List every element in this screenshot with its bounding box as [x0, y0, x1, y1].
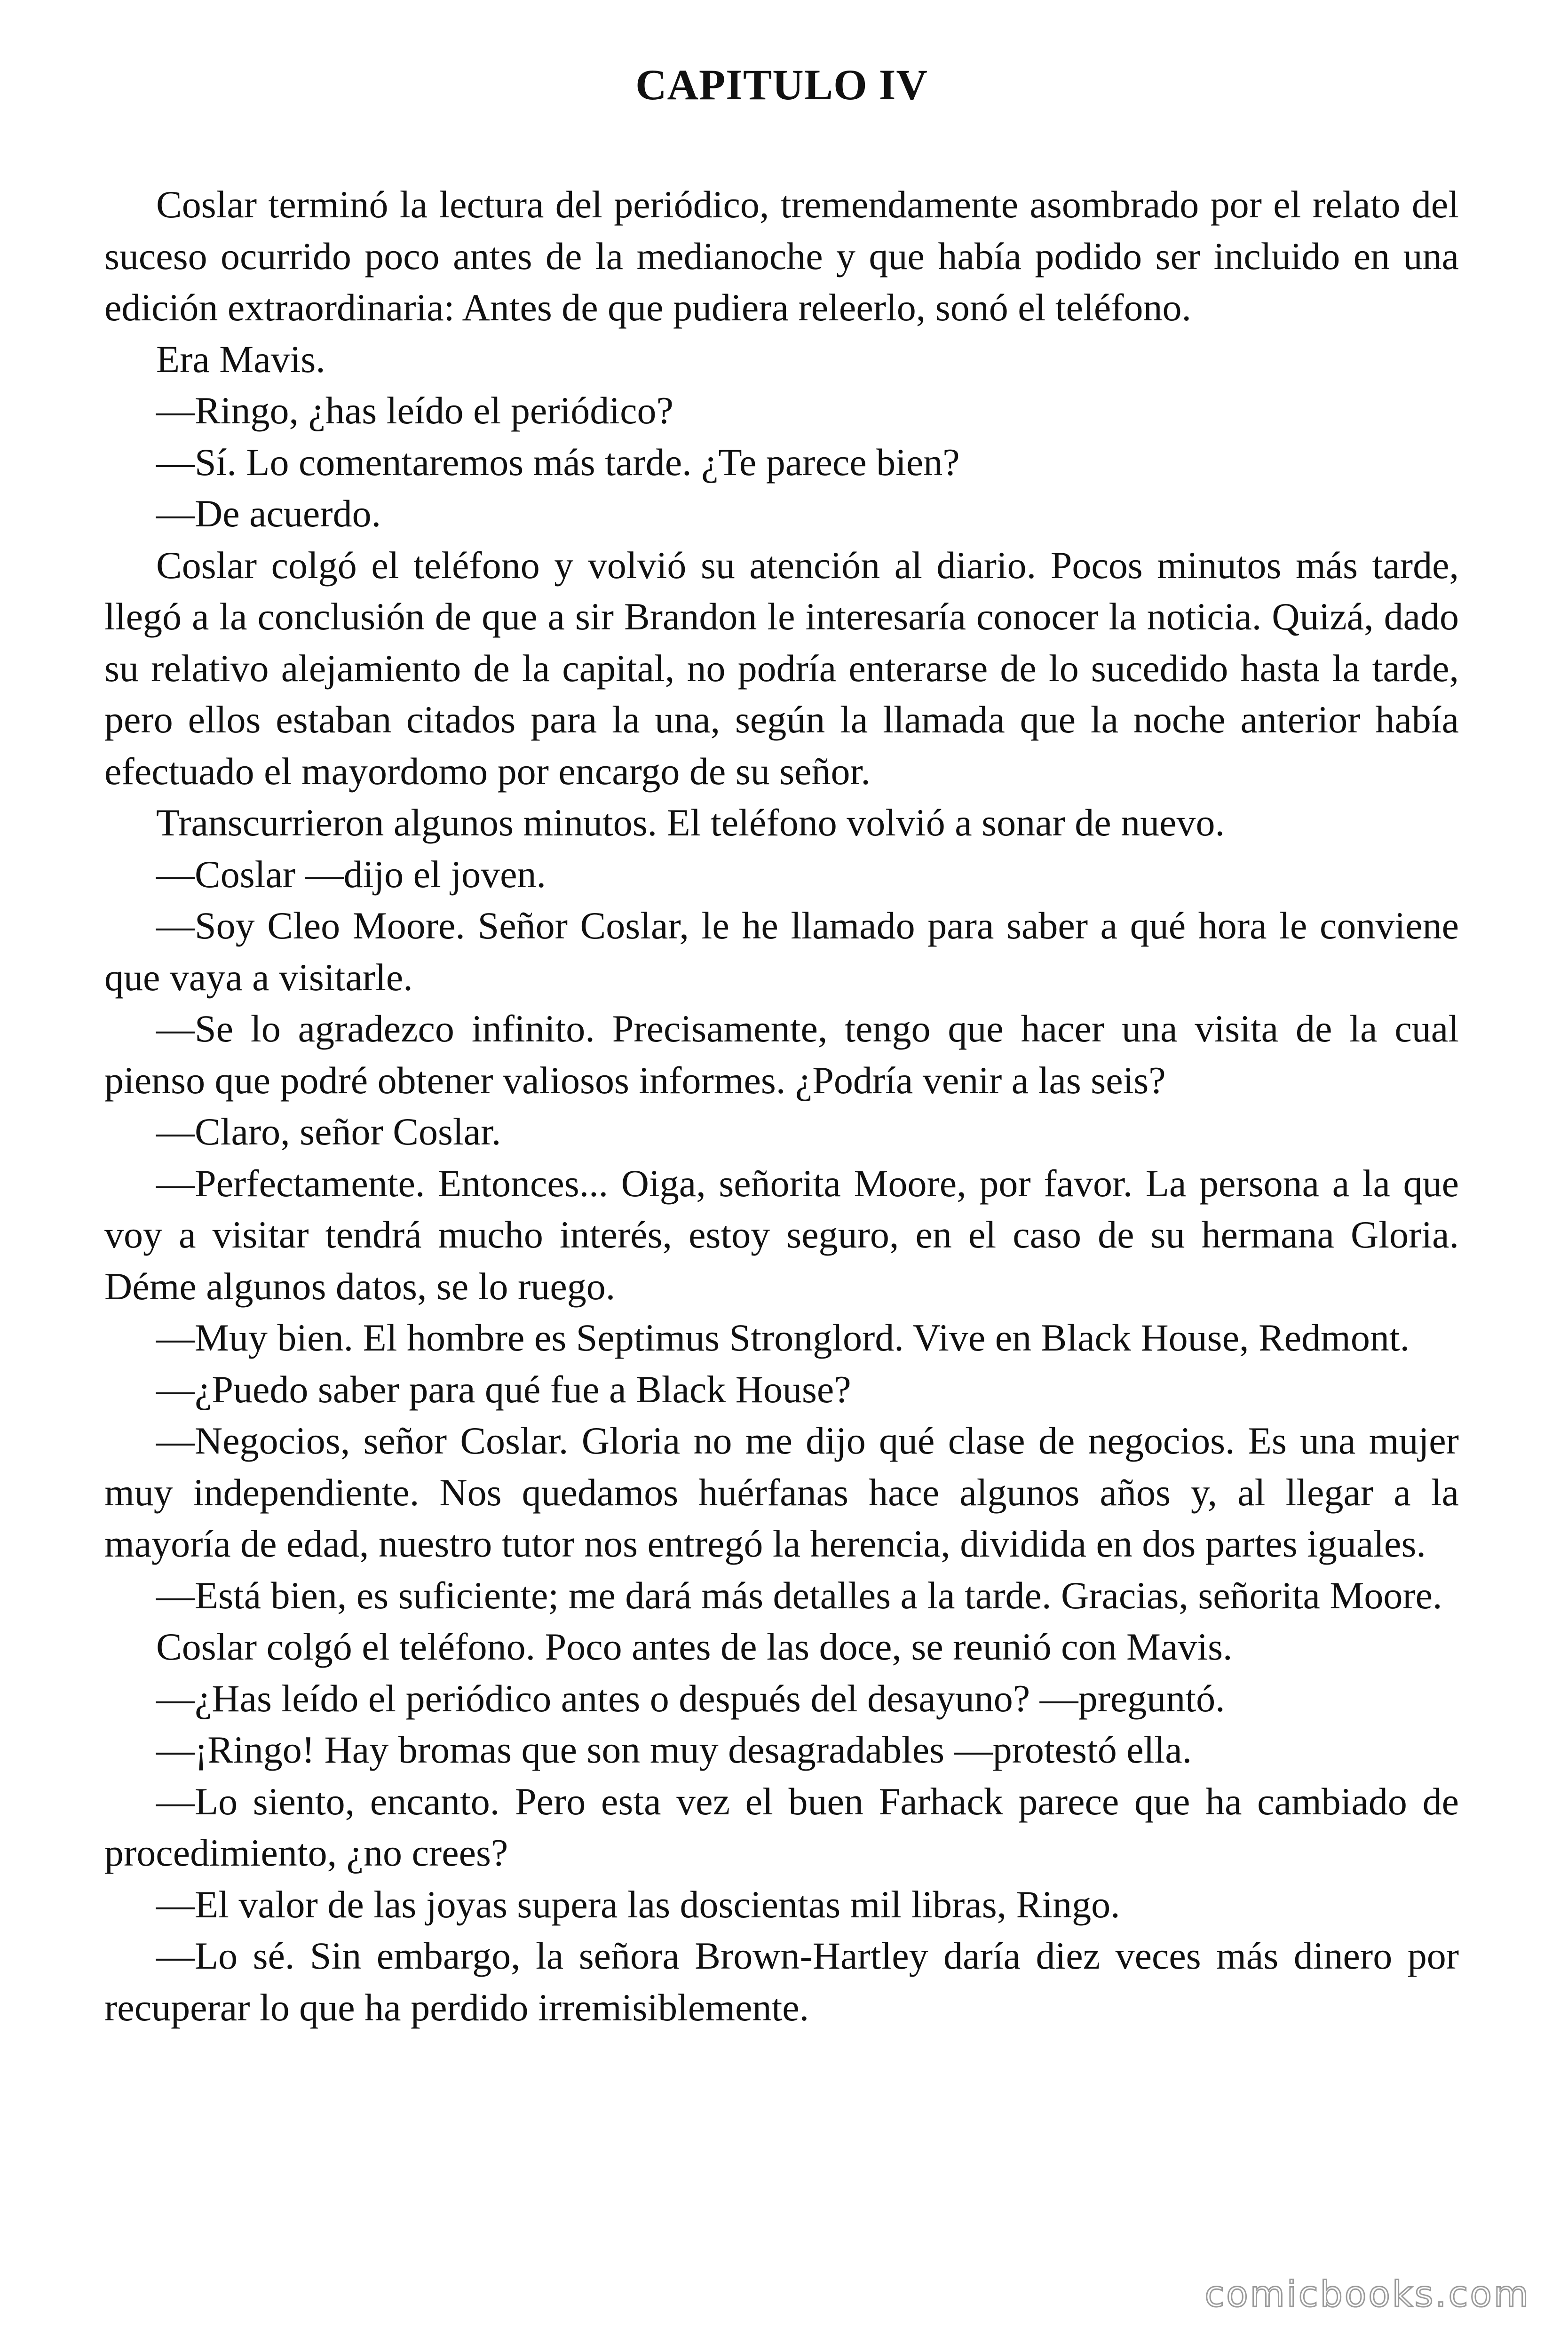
book-page	[104, 61, 1459, 2033]
paragraph: Transcurrieron algunos minutos. El teléfono volvió a sonar de nuevo.	[156, 801, 1225, 844]
paragraph: Era Mavis.	[156, 337, 325, 381]
paragraph: —Está bien, es suficiente; me dará más detalles a la tarde. Gracias, señorita Moore.	[156, 1573, 1442, 1617]
paragraph: —El valor de las joyas supera las doscientas mil libras, Ringo.	[156, 1883, 1120, 1926]
paragraph: —¿Puedo saber para qué fue a Black House?	[156, 1367, 851, 1411]
chapter-body	[104, 179, 1459, 2033]
paragraph: —Soy Cleo Moore. Señor Coslar, le he llamado para saber a qué hora le conviene que vaya a visitarle.	[104, 904, 1459, 999]
paragraph: —Coslar —dijo el joven.	[156, 852, 546, 896]
paragraph: —¡Ringo! Hay bromas que son muy desagradables —protestó ella.	[156, 1728, 1192, 1771]
paragraph: —Sí. Lo comentaremos más tarde. ¿Te parece bien?	[156, 440, 960, 484]
paragraph: —De acuerdo.	[156, 492, 381, 535]
paragraph: Coslar terminó la lectura del periódico, tremendamente asombrado por el relato del suceso ocurrido poco antes de la medianoche y que había podido ser incluido en una edición extraordinaria: Antes de que pudiera releerlo, sonó el teléfono.	[104, 183, 1459, 329]
paragraph: —Lo siento, encanto. Pero esta vez el buen Farhack parece que ha cambiado de procedimiento, ¿no crees?	[104, 1780, 1459, 1874]
paragraph: —Lo sé. Sin embargo, la señora Brown-Hartley daría diez veces más dinero por recuperar lo que ha perdido irremisiblemente.	[104, 1934, 1459, 2029]
paragraph: —Perfectamente. Entonces... Oiga, señorita Moore, por favor. La persona a la que voy a visitar tendrá mucho interés, estoy seguro, en el caso de su hermana Gloria. Déme algunos datos, se lo ruego.	[104, 1161, 1459, 1308]
paragraph: —Se lo agradezco infinito. Precisamente, tengo que hacer una visita de la cual pienso que podré obtener valiosos informes. ¿Podría venir a las seis?	[104, 1007, 1459, 1102]
chapter-title: CAPITULO IV	[635, 61, 928, 109]
paragraph: —Claro, señor Coslar.	[156, 1110, 501, 1153]
paragraph: —Ringo, ¿has leído el periódico?	[156, 389, 673, 432]
paragraph: Coslar colgó el teléfono. Poco antes de las doce, se reunió con Mavis.	[156, 1625, 1233, 1668]
paragraph: —Muy bien. El hombre es Septimus Stronglord. Vive en Black House, Redmont.	[156, 1316, 1410, 1359]
watermark: comicbooks.com	[1204, 2273, 1530, 2315]
paragraph: Coslar colgó el teléfono y volvió su atención al diario. Pocos minutos más tarde, llegó a la conclusión de que a sir Brandon le interesaría conocer la noticia. Quizá, dado su relativo alejamiento de la capital, no podría enterarse de lo sucedido hasta la tarde, pero ellos estaban citados para la una, según la llamada que la noche anterior había efectuado el mayordomo por encargo de su señor.	[104, 543, 1459, 793]
paragraph: —¿Has leído el periódico antes o después del desayuno? —preguntó.	[156, 1677, 1225, 1720]
paragraph: —Negocios, señor Coslar. Gloria no me dijo qué clase de negocios. Es una mujer muy independiente. Nos quedamos huérfanas hace algunos años y, al llegar a la mayoría de edad, nuestro tutor nos entregó la herencia, dividida en dos partes iguales.	[104, 1419, 1459, 1565]
